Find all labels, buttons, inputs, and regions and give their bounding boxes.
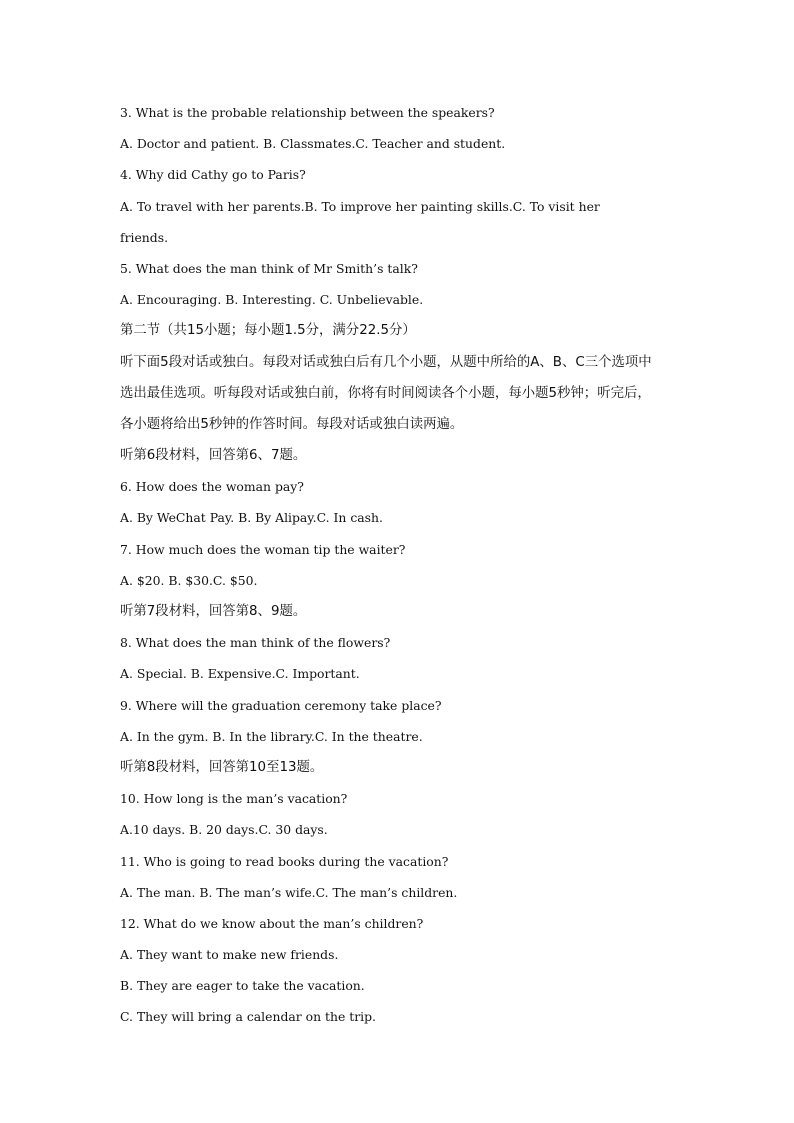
question-3: 3. What is the probable relationship between the speakers?	[120, 105, 495, 120]
question-11: 11. Who is going to read books during the vacation?	[120, 853, 449, 869]
question-6-options: A. By WeChat Pay. B. By Alipay.C. In cash.	[120, 510, 383, 526]
material-6-heading: 听第6段材料，回答第6、7题。	[120, 448, 307, 464]
question-4: 4. Why did Cathy go to Paris?	[120, 167, 306, 183]
question-8: 8. What does the man think of the flowers?	[120, 635, 391, 651]
question-10-options: A.10 days. B. 20 days.C. 30 days.	[120, 822, 328, 838]
section-2-instructions-line-3: 各小题将给出5秒钟的作答时间。每段对话或独白读两遍。	[120, 416, 464, 432]
question-7-options: A. $20. B. $30.C. $50.	[120, 572, 258, 588]
question-12-option-a: A. They want to make new friends.	[120, 947, 339, 963]
question-11-options: A. The man. B. The man’s wife.C. The man’s children.	[120, 884, 458, 900]
section-2-instructions-line-2: 选出最佳选项。听每段对话或独白前，你将有时间阅读各个小题，每小题5秒钟；听完后，	[120, 385, 651, 401]
document-body	[120, 102, 680, 1038]
section-2-heading: 第二节（共15小题；每小题1.5分，满分22.5分）	[120, 323, 416, 339]
question-8-options: A. Special. B. Expensive.C. Important.	[120, 666, 360, 682]
question-6: 6. How does the woman pay?	[120, 479, 304, 495]
material-8-heading: 听第8段材料，回答第10至13题。	[120, 759, 324, 775]
question-12-option-c: C. They will bring a calendar on the trip.	[120, 1009, 376, 1025]
question-9: 9. Where will the graduation ceremony take place?	[120, 697, 442, 713]
question-9-options: A. In the gym. B. In the library.C. In the theatre.	[120, 728, 423, 744]
question-4-options-continued: friends.	[120, 229, 169, 245]
material-7-heading: 听第7段材料，回答第8、9题。	[120, 604, 307, 619]
section-2-instructions-line-1: 听下面5段对话或独白。每段对话或独白后有几个小题，从题中所给的A、B、C三个选项中	[120, 354, 652, 370]
question-7: 7. How much does the woman tip the waiter?	[120, 541, 406, 557]
question-12: 12. What do we know about the man’s children?	[120, 915, 424, 931]
question-10: 10. How long is the man’s vacation?	[120, 791, 348, 807]
question-3-options: A. Doctor and patient. B. Classmates.C. Teacher and student.	[120, 136, 506, 152]
question-4-options: A. To travel with her parents.B. To improve her painting skills.C. To visit her	[120, 198, 600, 214]
question-12-option-b: B. They are eager to take the vacation.	[120, 978, 365, 994]
question-5: 5. What does the man think of Mr Smith’s talk?	[120, 260, 418, 276]
question-5-options: A. Encouraging. B. Interesting. C. Unbelievable.	[120, 292, 424, 308]
